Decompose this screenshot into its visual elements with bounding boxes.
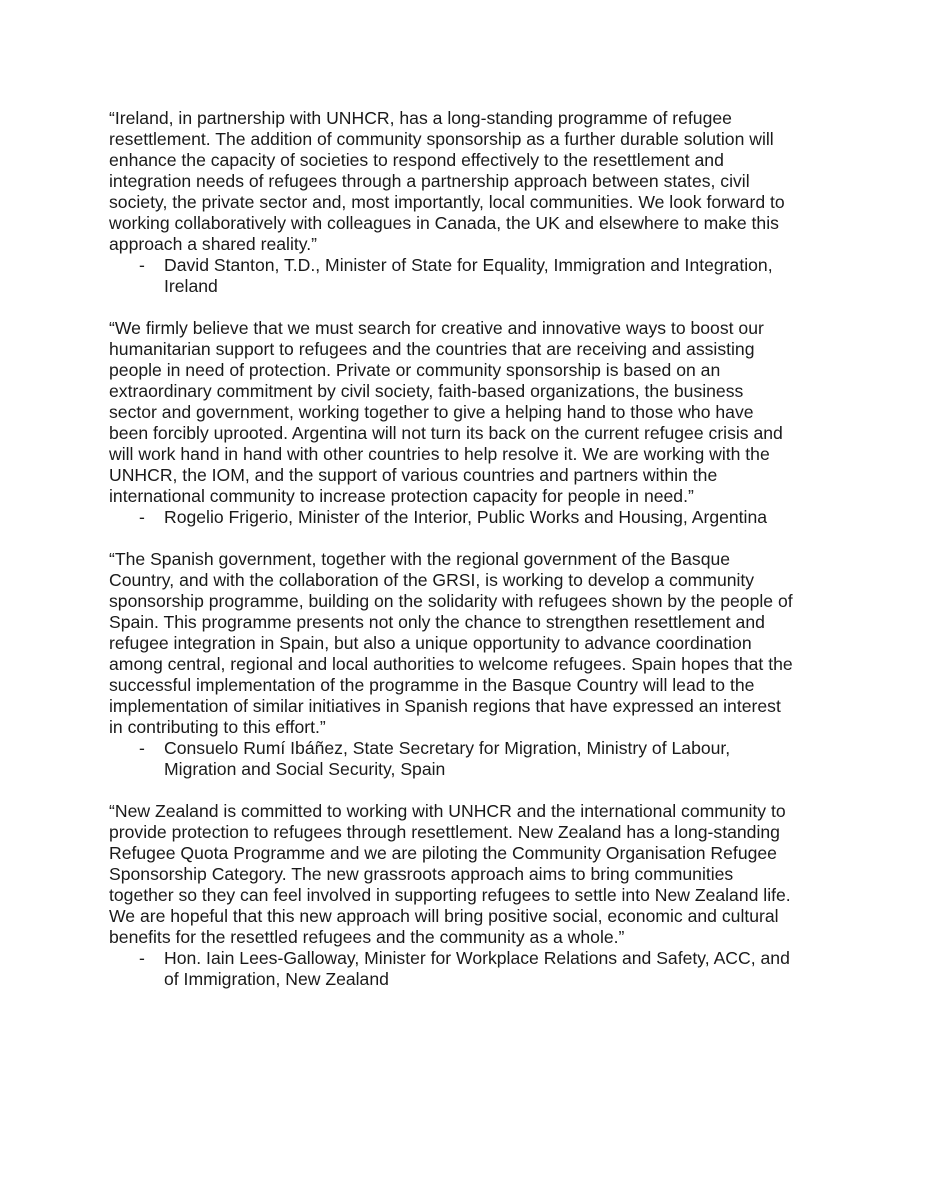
quote-paragraph	[109, 318, 829, 507]
quote-line: integration needs of refugees through a partnership approach between states, civil	[109, 171, 750, 191]
quote-line: implementation of similar initiatives in Spanish regions that have expressed an interest	[109, 696, 781, 716]
quote-line: will work hand in hand with other countries to help resolve it. We are working with the	[109, 444, 770, 464]
quote-line: “The Spanish government, together with the regional government of the Basque	[109, 549, 731, 569]
attribution-line: of Immigration, New Zealand	[164, 969, 389, 989]
quote-line: extraordinary commitment by civil society, faith-based organizations, the business	[109, 381, 744, 401]
quote-line: been forcibly uprooted. Argentina will not turn its back on the current refugee crisis and	[109, 423, 783, 443]
quote-line: society, the private sector and, most importantly, local communities. We look forward to	[109, 192, 785, 212]
quote-line: Sponsorship Category. The new grassroots approach aims to bring communities	[109, 864, 734, 884]
quote-line: humanitarian support to refugees and the countries that are receiving and assisting	[109, 339, 755, 359]
quote-line: Refugee Quota Programme and we are piloting the Community Organisation Refugee	[109, 843, 777, 863]
quote-line: working collaboratively with colleagues in Canada, the UK and elsewhere to make this	[109, 213, 779, 233]
attribution-dash: -	[139, 255, 145, 275]
statement-ireland	[109, 108, 829, 297]
attribution	[109, 255, 829, 297]
quote-line: sector and government, working together to give a helping hand to those who have	[109, 402, 754, 422]
quote-line: successful implementation of the programme in the Basque Country will lead to the	[109, 675, 755, 695]
quote-line: approach a shared reality.”	[109, 234, 317, 254]
quote-line: “New Zealand is committed to working with UNHCR and the international community to	[109, 801, 786, 821]
quote-line: “We firmly believe that we must search for creative and innovative ways to boost our	[109, 318, 764, 338]
attribution-dash: -	[139, 507, 145, 527]
quote-line: people in need of protection. Private or community sponsorship is based on an	[109, 360, 721, 380]
quote-paragraph	[109, 801, 829, 948]
attribution-dash: -	[139, 948, 145, 968]
quote-line: Spain. This programme presents not only the chance to strengthen resettlement and	[109, 612, 765, 632]
attribution-line: Rogelio Frigerio, Minister of the Interior, Public Works and Housing, Argentina	[164, 507, 768, 527]
quote-line: benefits for the resettled refugees and the community as a whole.”	[109, 927, 625, 947]
quote-line: refugee integration in Spain, but also a unique opportunity to advance coordination	[109, 633, 752, 653]
quote-paragraph	[109, 549, 829, 738]
statement-spain	[109, 549, 829, 780]
attribution	[109, 948, 829, 990]
attribution-line: David Stanton, T.D., Minister of State for Equality, Immigration and Integration,	[164, 255, 773, 275]
quote-line: international community to increase protection capacity for people in need.”	[109, 486, 694, 506]
attribution-line: Consuelo Rumí Ibáñez, State Secretary for Migration, Ministry of Labour,	[164, 738, 731, 758]
document-body	[109, 108, 829, 1011]
statement-argentina	[109, 318, 829, 528]
statement-new-zealand	[109, 801, 829, 990]
quote-line: in contributing to this effort.”	[109, 717, 326, 737]
quote-line: We are hopeful that this new approach will bring positive social, economic and cultural	[109, 906, 779, 926]
quote-line: together so they can feel involved in supporting refugees to settle into New Zealand life.	[109, 885, 791, 905]
attribution-line: Ireland	[164, 276, 218, 296]
quote-line: among central, regional and local authorities to welcome refugees. Spain hopes that the	[109, 654, 793, 674]
quote-line: sponsorship programme, building on the solidarity with refugees shown by the people of	[109, 591, 793, 611]
quote-line: “Ireland, in partnership with UNHCR, has a long-standing programme of refugee	[109, 108, 732, 128]
quote-paragraph	[109, 108, 829, 255]
attribution	[109, 738, 829, 780]
attribution-dash: -	[139, 738, 145, 758]
attribution	[109, 507, 829, 528]
quote-line: enhance the capacity of societies to respond effectively to the resettlement and	[109, 150, 724, 170]
quote-line: resettlement. The addition of community sponsorship as a further durable solution will	[109, 129, 774, 149]
quote-line: provide protection to refugees through resettlement. New Zealand has a long-standing	[109, 822, 780, 842]
attribution-line: Migration and Social Security, Spain	[164, 759, 446, 779]
quote-line: Country, and with the collaboration of the GRSI, is working to develop a community	[109, 570, 755, 590]
attribution-line: Hon. Iain Lees-Galloway, Minister for Workplace Relations and Safety, ACC, and	[164, 948, 790, 968]
quote-line: UNHCR, the IOM, and the support of various countries and partners within the	[109, 465, 718, 485]
